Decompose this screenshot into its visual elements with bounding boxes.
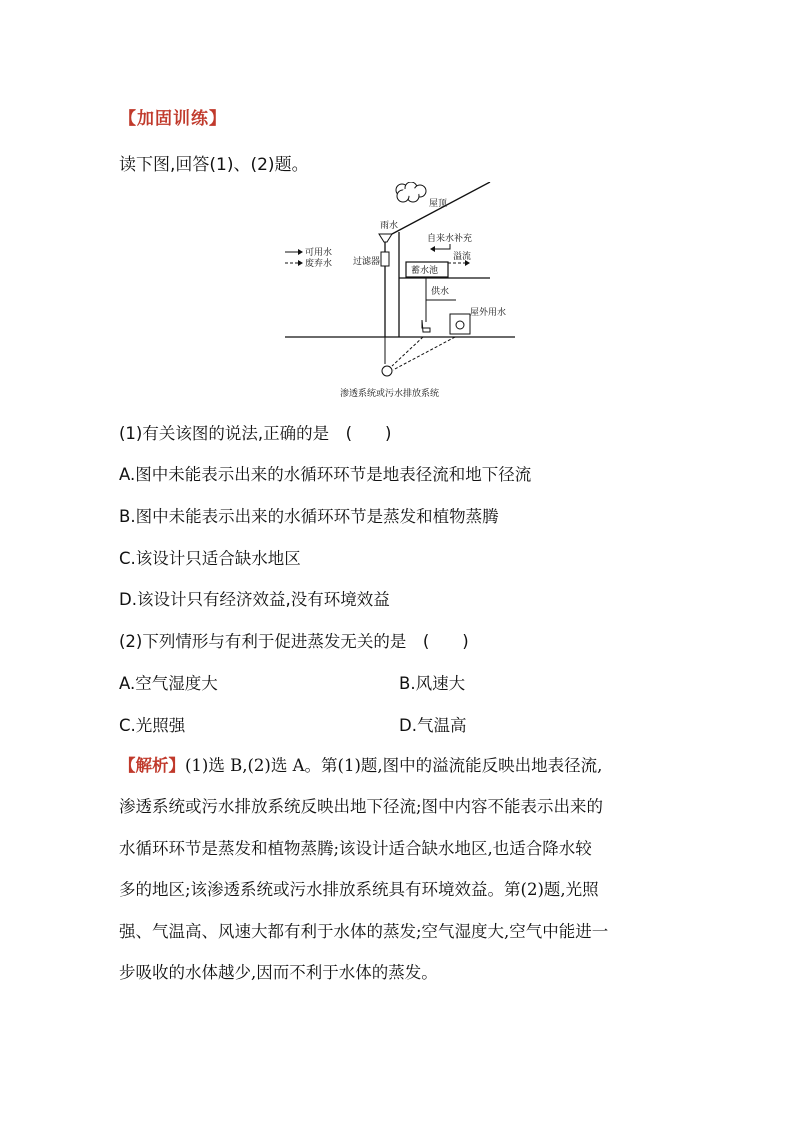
overflow-label: 溢流 [453,252,472,262]
legend-usable-label: 可用水 [305,248,333,258]
tap-supply-label: 自来水补充 [427,234,473,244]
q1-option-a: A.图中未能表示出来的水循环环节是地表径流和地下径流 [119,465,532,484]
analysis-line-5: 强、气温高、风速大都有利于水体的蒸发;空气湿度大,空气中能进一 [119,922,609,941]
q1-option-b: B.图中未能表示出来的水循环环节是蒸发和植物蒸腾 [119,507,499,526]
roof-label: 屋顶 [429,199,448,209]
analysis-line-6: 步吸收的水体越少,因而不利于水体的蒸发。 [119,963,438,982]
rain-funnel-icon [379,234,392,242]
q2-option-d: D.气温高 [399,716,467,735]
tank-label: 蓄水池 [411,266,439,276]
analysis-line-2: 渗透系统或污水排放系统反映出地下径流;图中内容不能表示出来的 [119,797,604,816]
cloud-icon [396,182,426,202]
caption-label: 渗透系统或污水排放系统 [340,389,440,399]
filter-label: 过滤器 [353,257,381,267]
washing-machine-icon [450,314,470,334]
q1-option-c: C.该设计只适合缺水地区 [119,549,301,568]
section-title: 【加固训练】 [119,109,227,129]
rain-label: 雨水 [380,221,399,231]
analysis-line-4: 多的地区;该渗透系统或污水排放系统具有环境效益。第(2)题,光照 [119,880,599,899]
rainwater-system-diagram [280,182,520,404]
intro-text: 读下图,回答(1)、(2)题。 [119,155,309,175]
legend-waste-label: 废弃水 [305,259,333,269]
q2-stem: (2)下列情形与有利于促进蒸发无关的是 ( ) [119,632,469,651]
outdoor-label: 屋外用水 [470,308,507,318]
analysis-line-1: 【解析】(1)选 B,(2)选 A。第(1)题,图中的溢流能反映出地表径流, [119,756,603,775]
filter-box [381,252,389,266]
supply-label: 供水 [431,287,450,297]
q2-option-c: C.光照强 [119,716,186,735]
q2-option-b: B.风速大 [399,674,466,693]
analysis-label: 【解析】 [119,756,185,775]
q2-option-a: A.空气湿度大 [119,674,218,693]
drain-point-icon [382,366,392,376]
q1-stem: (1)有关该图的说法,正确的是 ( ) [119,424,392,443]
analysis-line-3: 水循环环节是蒸发和植物蒸腾;该设计适合缺水地区,也适合降水较 [119,839,592,858]
q1-option-d: D.该设计只有经济效益,没有环境效益 [119,590,390,609]
